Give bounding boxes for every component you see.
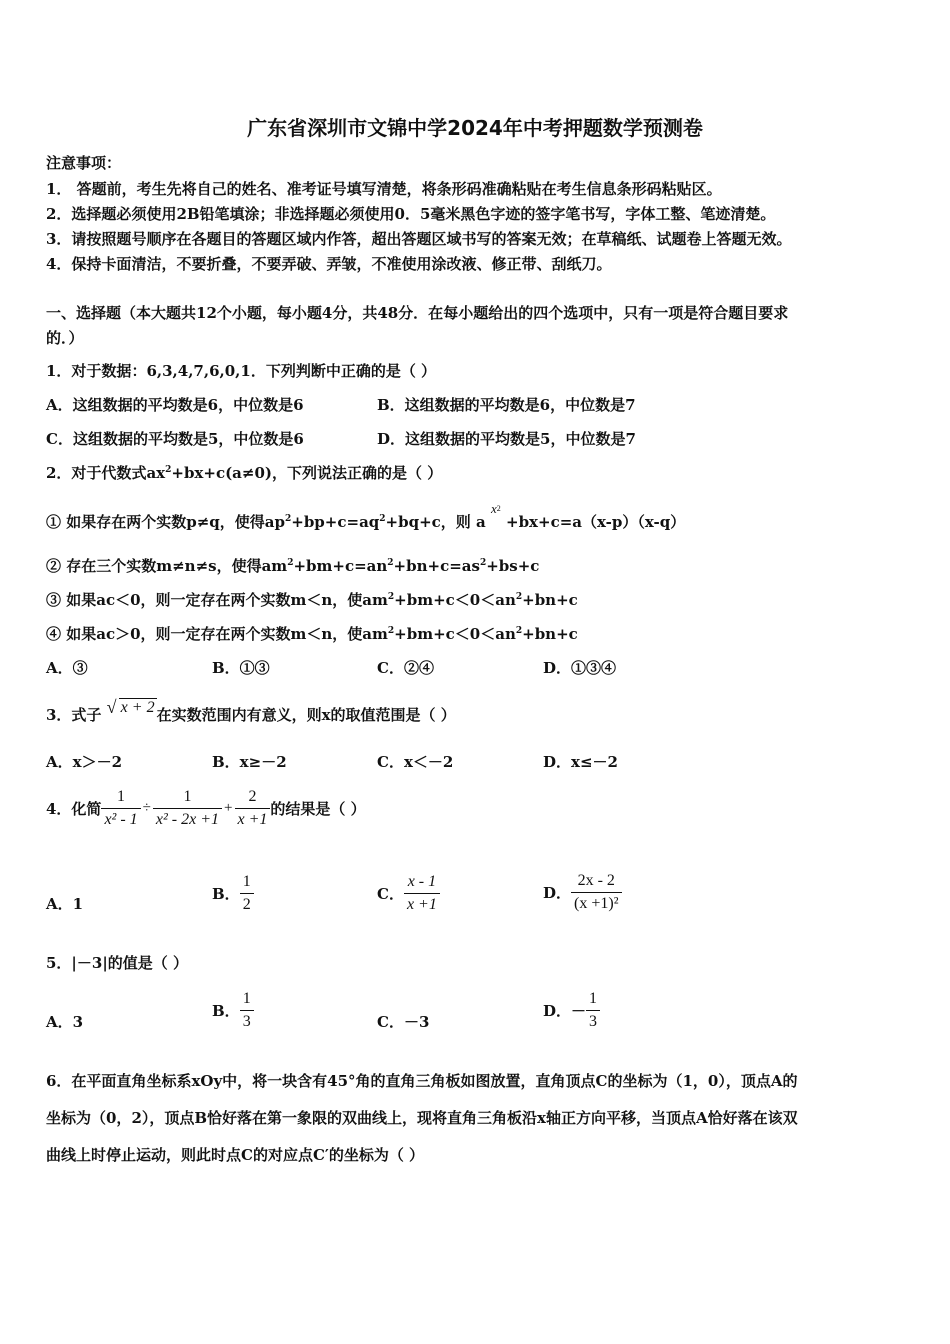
q3-option-b[interactable]: B．x≥－2 — [212, 753, 287, 771]
fraction-1: $\frac{1}{\text{x² - 1}}$ — [101, 788, 140, 829]
q4-option-a[interactable]: A．1 — [46, 895, 84, 913]
q1-option-a[interactable]: A．这组数据的平均数是6，中位数是6 — [46, 396, 304, 414]
note-item-1: 1． 答题前，考生先将自己的姓名、准考证号填写清楚，将条形码准确粘贴在考生信息条形码粘贴区。 — [46, 180, 722, 198]
question-6-line-3: 曲线上时停止运动，则此时点C的对应点C′的坐标为（ ） — [46, 1146, 425, 1164]
q4-option-b[interactable]: B． $\frac{1}{2}$ — [212, 868, 254, 918]
q5-option-a[interactable]: A．3 — [46, 1013, 84, 1031]
question-6-line-1: 6．在平面直角坐标系xOy中，将一块含有45°角的直角三角板如图放置，直角顶点C的坐标为（1，0），顶点A的 — [46, 1072, 798, 1090]
sqrt-expression: √ x + 2 — [106, 697, 155, 717]
q3-option-d[interactable]: D．x≤－2 — [543, 753, 618, 771]
question-1-stem: 1．对于数据：6,3,4,7,6,0,1．下列判断中正确的是（ ） — [46, 362, 437, 380]
q1-option-d[interactable]: D．这组数据的平均数是5，中位数是7 — [377, 430, 636, 448]
q4-option-c[interactable]: C． $\frac{x - 1}{x +1}$ — [377, 868, 440, 918]
q5-option-b[interactable]: B． $\frac{1}{3}$ — [212, 985, 254, 1035]
q3-option-a[interactable]: A．x＞－2 — [46, 753, 123, 771]
q4-option-d[interactable]: D． $\frac{2x - 2}{\text{(x +1)²}}$ — [543, 866, 622, 918]
page-title: 广东省深圳市文锦中学2024年中考押题数学预测卷 — [247, 116, 703, 140]
note-item-2: 2．选择题必须使用2B铅笔填涂；非选择题必须使用0．5毫米黑色字迹的签字笔书写，字体工整、笔迹清楚。 — [46, 205, 776, 223]
q5-option-d[interactable]: D．－ $\frac{1}{3}$ — [543, 985, 600, 1035]
q3-option-c[interactable]: C．x＜－2 — [377, 753, 454, 771]
section-heading: 一、选择题（本大题共12个小题，每小题4分，共48分．在每小题给出的四个选项中，只有一项是符合题目要求 — [46, 304, 789, 322]
q5-option-c[interactable]: C．－3 — [377, 1013, 430, 1031]
section-heading-cont: 的．） — [46, 329, 84, 347]
note-item-3: 3．请按照题号顺序在各题目的答题区域内作答，超出答题区域书写的答案无效；在草稿纸、试题卷上答题无效。 — [46, 230, 792, 248]
q2-statement-4: ④ 如果ac＞0，则一定存在两个实数m＜n，使$am^2+bm+c<0<an^2+bn+c$ — [46, 625, 578, 643]
question-5-stem: 5．|－3|的值是（ ） — [46, 954, 189, 972]
question-6-line-2: 坐标为（0，2），顶点B恰好落在第一象限的双曲线上，现将直角三角板沿x轴正方向平移，当顶点A恰好落在该双 — [46, 1109, 798, 1127]
fraction-3: $\frac{2}{x +1}$ — [235, 788, 271, 829]
q2-option-b[interactable]: B．①③ — [212, 659, 270, 677]
q2-option-a[interactable]: A．③ — [46, 659, 88, 677]
q1-option-c[interactable]: C．这组数据的平均数是5，中位数是6 — [46, 430, 304, 448]
q2-statement-1: ① 如果存在两个实数p≠q，使得$ap^2+bp+c=aq^2+bq+c$，则 a $x^2 +bx+c=a(x-p)(x-q)$ — [46, 501, 686, 531]
q2-option-d[interactable]: D．①③④ — [543, 659, 617, 677]
q2-statement-2: ② 存在三个实数m≠n≠s，使得$am^2+bm+c=an^2+bn+c=as^2+bs+c$ — [46, 557, 540, 575]
fraction-2: $\frac{1}{\text{x² - 2x +1}}$ — [153, 788, 222, 829]
question-2-stem: 2．对于代数式$ax^2+bx+c(a\ne 0)$，下列说法正确的是（ ） — [46, 464, 443, 482]
notes-heading: 注意事项： — [46, 154, 122, 172]
question-3-stem: 3．式子 √ x + 2 在实数范围内有意义，则x的取值范围是（ ） — [46, 697, 456, 724]
question-4-stem: 4．化简 $\frac{1}{\text{x² - 1}}$ ÷ $\frac{1}{\text{x² - 2x +1}}$ + $\frac{2}{x +1}$ 的结果是（ ） — [46, 787, 366, 828]
note-item-4: 4．保持卡面清洁，不要折叠，不要弄破、弄皱，不准使用涂改液、修正带、刮纸刀。 — [46, 255, 612, 273]
q1-option-b[interactable]: B．这组数据的平均数是6，中位数是7 — [377, 396, 636, 414]
q2-option-c[interactable]: C．②④ — [377, 659, 434, 677]
q2-statement-3: ③ 如果ac＜0，则一定存在两个实数m＜n，使$am^2+bm+c<0<an^2+bn+c$ — [46, 591, 578, 609]
